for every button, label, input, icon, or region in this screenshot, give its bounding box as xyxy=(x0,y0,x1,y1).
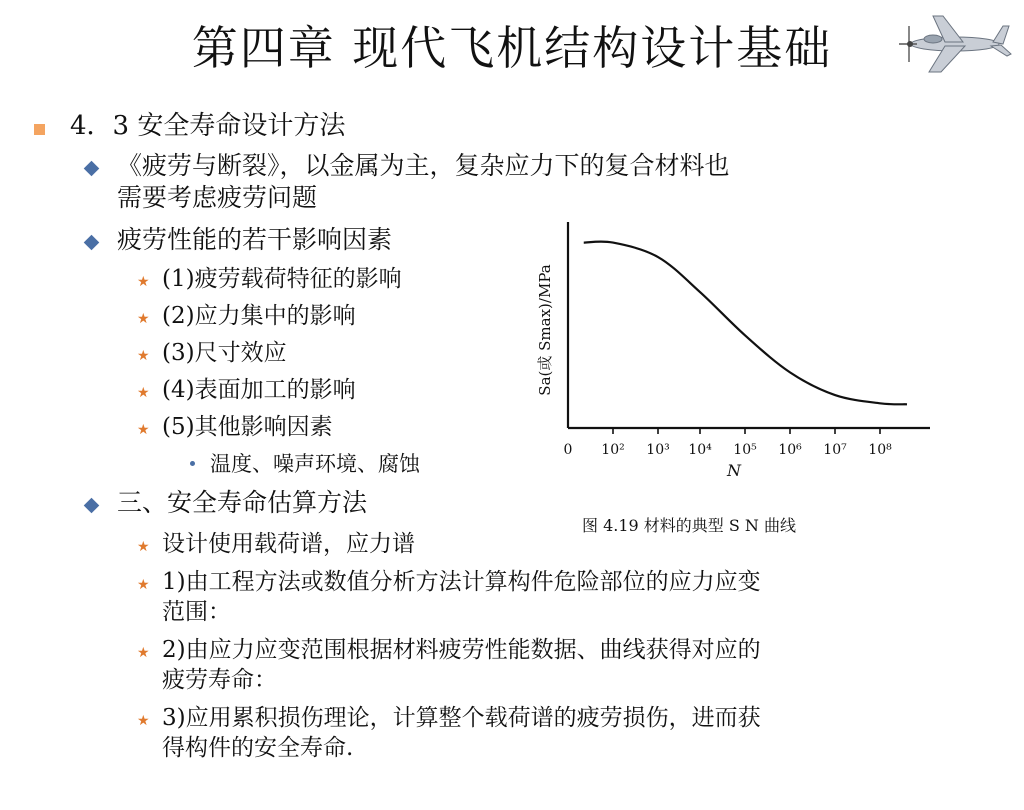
star-bullet-icon: ★ xyxy=(137,645,150,661)
airplane-icon xyxy=(893,12,1021,74)
sub-bullet-text-line2: 疲劳寿命： xyxy=(162,667,277,693)
sn-curve-line xyxy=(584,242,907,405)
sub-bullet-text: (1)疲劳载荷特征的影响 xyxy=(162,266,402,292)
sub-bullet-text-line2: 得构件的安全寿命. xyxy=(162,735,354,761)
star-bullet-icon: ★ xyxy=(137,577,150,593)
sub-bullet-text: (2)应力集中的影响 xyxy=(162,303,356,329)
x-axis-label: N xyxy=(727,461,741,480)
x-tick-label: 10⁸ xyxy=(868,442,892,458)
star-bullet-icon: ★ xyxy=(137,385,150,401)
sn-curve-chart xyxy=(530,210,940,540)
bullet-text: 疲劳性能的若干影响因素 xyxy=(117,225,393,254)
x-tick-label: 10⁶ xyxy=(778,442,802,458)
sub-bullet-text: (5)其他影响因素 xyxy=(162,414,333,440)
star-bullet-icon: ★ xyxy=(137,422,150,438)
star-bullet-icon: ★ xyxy=(137,311,150,327)
star-bullet-icon: ★ xyxy=(137,713,150,729)
square-bullet-icon xyxy=(34,124,45,135)
sub-bullet-text: (3)尺寸效应 xyxy=(162,340,287,366)
sub-bullet-text-line1: 3)应用累积损伤理论，计算整个载荷谱的疲劳损伤，进而获 xyxy=(162,705,761,731)
x-tick-label: 10⁴ xyxy=(688,442,712,458)
bullet-text-line1: 《疲劳与断裂》，以金属为主，复杂应力下的复合材料也 xyxy=(117,151,730,180)
figure-caption: 图 4.19 材料的典型 S N 曲线 xyxy=(582,516,797,535)
sub-bullet-text: 设计使用载荷谱，应力谱 xyxy=(162,531,415,557)
y-axis-label: Sa(或 Smax)/MPa xyxy=(536,264,554,396)
dot-bullet-icon xyxy=(190,461,195,466)
star-bullet-icon: ★ xyxy=(137,348,150,364)
section-heading: 4．3 安全寿命设计方法 xyxy=(70,111,346,141)
x-tick-label: 10² xyxy=(601,442,625,458)
x-tick-label: 0 xyxy=(563,442,573,458)
x-tick-label: 10³ xyxy=(646,442,670,458)
x-tick-label: 10⁷ xyxy=(823,442,847,458)
bullet-text: 三、安全寿命估算方法 xyxy=(117,488,368,517)
sub-bullet-text-line2: 范围： xyxy=(162,599,231,625)
slide-title: 第四章 现代飞机结构设计基础 xyxy=(191,21,833,75)
star-bullet-icon: ★ xyxy=(137,274,150,290)
sub-bullet-text-line1: 2)由应力应变范围根据材料疲劳性能数据、曲线获得对应的 xyxy=(162,637,761,663)
sub-bullet-text: (4)表面加工的影响 xyxy=(162,377,356,403)
sub-sub-bullet-text: 温度、噪声环境、腐蚀 xyxy=(210,452,420,476)
x-tick-label: 10⁵ xyxy=(733,442,757,458)
diamond-bullet-icon xyxy=(84,161,100,177)
sub-bullet-text-line1: 1)由工程方法或数值分析方法计算构件危险部位的应力应变 xyxy=(162,569,761,595)
diamond-bullet-icon xyxy=(84,498,100,514)
diamond-bullet-icon xyxy=(84,235,100,251)
bullet-text-line2: 需要考虑疲劳问题 xyxy=(117,183,318,212)
star-bullet-icon: ★ xyxy=(137,539,150,555)
